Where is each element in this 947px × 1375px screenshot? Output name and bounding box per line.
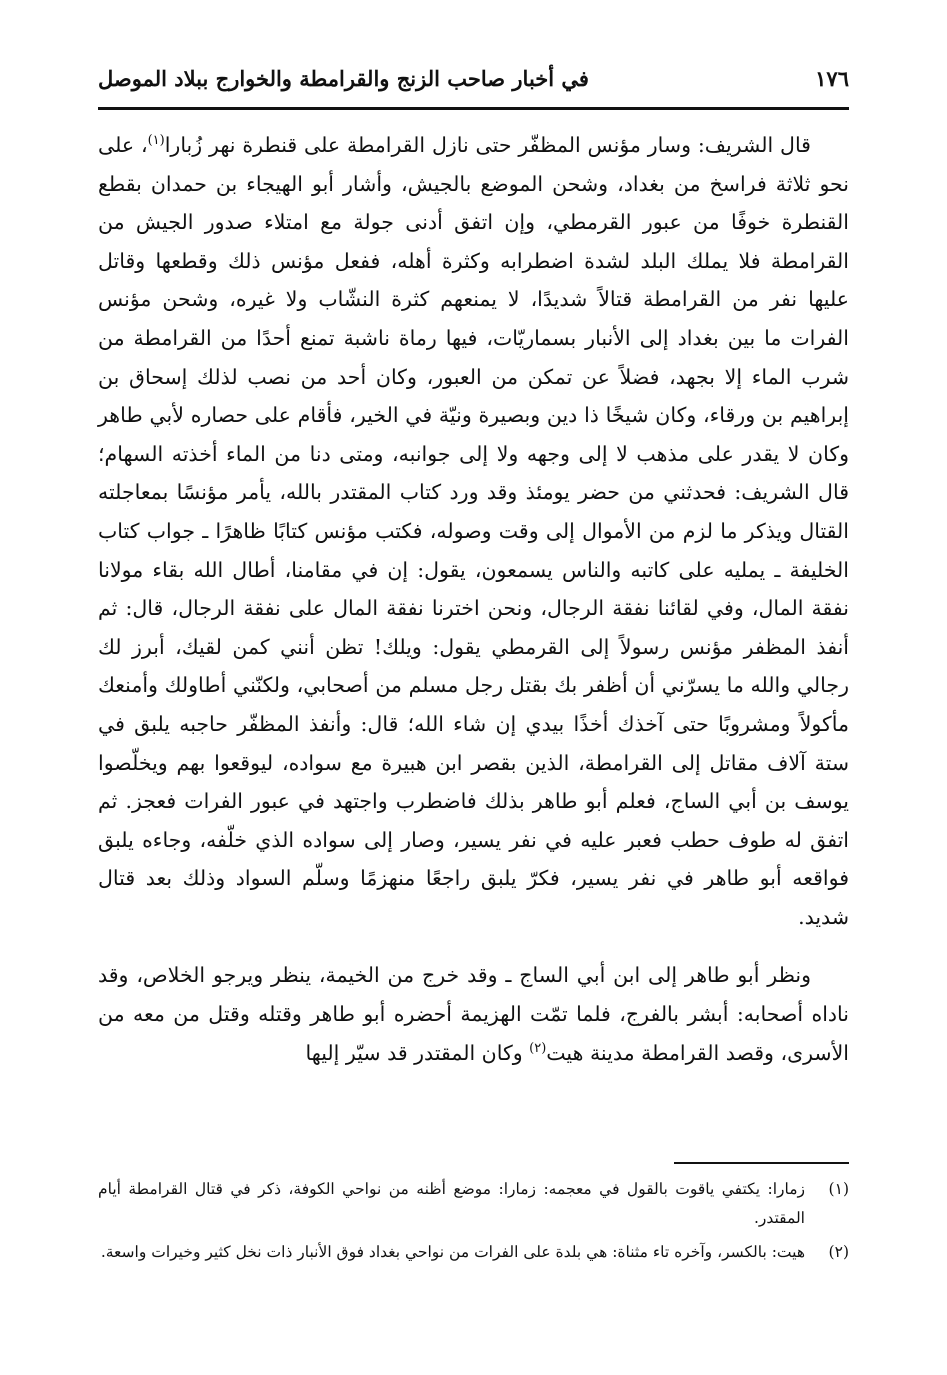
footnote-number: (٢) — [828, 1243, 849, 1261]
footnote-ref-2[interactable]: (٢) — [529, 1040, 547, 1056]
paragraph-1 — [98, 126, 849, 936]
paragraph-1-text-a: قال الشريف: وسار مؤنس المظفّر حتى نازل القرامطة على قنطرة نهر زُبارا — [164, 133, 811, 157]
footnote-number: (١) — [828, 1180, 849, 1198]
page-number: ١٧٦ — [815, 66, 849, 91]
main-text — [98, 126, 849, 1072]
footnote-text: هيت: بالكسر، وآخره تاء مثناة: هي بلدة على الفرات من نواحي بغداد فوق الأنبار ذات نخل كثير وخيرات واسعة. — [100, 1243, 805, 1261]
footnote-1 — [98, 1175, 849, 1233]
paragraph-2-text-b: وكان المقتدر قد سيّر إليها — [305, 1040, 530, 1065]
footnote-divider — [674, 1162, 849, 1164]
paragraph-1-text-b: ، على نحو ثلاثة فراسخ من بغداد، وشحن الموضع بالجيش، وأشار أبو الهيجاء بن حمدان بقطع القنطرة خوفًا من عبور القرمطي، وإن اتفق أدنى جولة مع امتلاء صدور الجيش من القرامطة فلا يملك البلد لشدة اضطرابه وكثرة أهله، ففعل مؤنس ذلك وقطعها وقاتل عليها نفر من القرامطة قتالاً شديدًا، لا يمنعهم كثرة النشّاب ولا غيره، وشحن مؤنس الفرات ما بين بغداد إلى الأنبار بسماريّات، فيها رماة ناشبة تمنع أحدًا من القرامطة من شرب الماء إلا بجهد، فضلاً عن تمكن من العبور، وكان أحد من نصب لذلك إسحاق بن إبراهيم بن ورقاء، وكان شيخًا ذا دين وبصيرة ونيّة في الخير، فأقام على حصاره لأبي طاهر وكان لا يقدر على مذهب لا إلى وجهه ولا إلى جوانبه، ومتى دنا من الماء أخذته السهام؛ قال الشريف: فحدثني من حضر يومئذ وقد ورد كتاب المقتدر بالله، يأمر مؤنسًا بمعاجلته القتال ويذكر ما لزم من الأموال إلى وقت وصوله، فكتب مؤنس كتابًا ظاهرًا ـ جواب كتاب الخليفة ـ يمليه على كاتبه والناس يسمعون، يقول: إن في مقامنا، أطال الله بقاء مولانا نفقة المال، وفي لقائنا نفقة الرجال، ونحن اخترنا نفقة المال على نفقة الرجال، قال: ثم أنفذ المظفر مؤنس رسولاً إلى القرمطي يقول: ويلك! تظن أنني كمن لقيك، أبرز لك رجالي والله ما يسرّني أن أظفر بك بقتل رجل مسلم من أصحابي، ولكنّني أطاولك وأمنعك مأكولاً ومشروبًا حتى آخذك أخذًا بيدي إن شاء الله؛ قال: وأنفذ المظفّر حاجبه يلبق في ستة آلاف مقاتل إلى القرامطة، الذين بقصر ابن هبيرة مع سواده، ليوقعوا بهم ويخلّصوا يوسف بن أبي الساج، فعلم أبو طاهر بذلك فاضطرب واجتهد في عبور الفرات فعجز. ثم اتفق له طوف حطب فعبر عليه في نفر يسير، وصار إلى سواده الذي خلّفه، وجاءه يلبق فواقعه أبو طاهر في نفر يسير، فكرّ يلبق راجعًا منهزمًا وسلّم السواد وذلك بعد قتال شديد. — [98, 133, 849, 929]
paragraph-2 — [98, 956, 849, 1072]
footnote-text: زمارا: يكتفي ياقوت بالقول في معجمه: زمارا: موضع أظنه من نواحي الكوفة، ذكر في قتال القرامطة أيام المقتدر. — [98, 1180, 805, 1227]
footnote-2 — [98, 1238, 849, 1267]
footnote-ref-1[interactable]: (١) — [147, 133, 165, 149]
running-title: في أخبار صاحب الزنج والقرامطة والخوارج ببلاد الموصل — [98, 66, 589, 91]
footnotes — [98, 1175, 849, 1272]
paragraph-2-text-a: ونظر أبو طاهر إلى ابن أبي الساج ـ وقد خرج من الخيمة، ينظر ويرجو الخلاص، وقد ناداه أصحابه: أبشر بالفرج، فلما تمّت الهزيمة أحضره أبو طاهر وقتله وقتل من معه من الأسرى، وقصد القرامطة مدينة هيت — [98, 963, 849, 1065]
header-divider — [98, 107, 849, 110]
page-header — [98, 66, 849, 91]
